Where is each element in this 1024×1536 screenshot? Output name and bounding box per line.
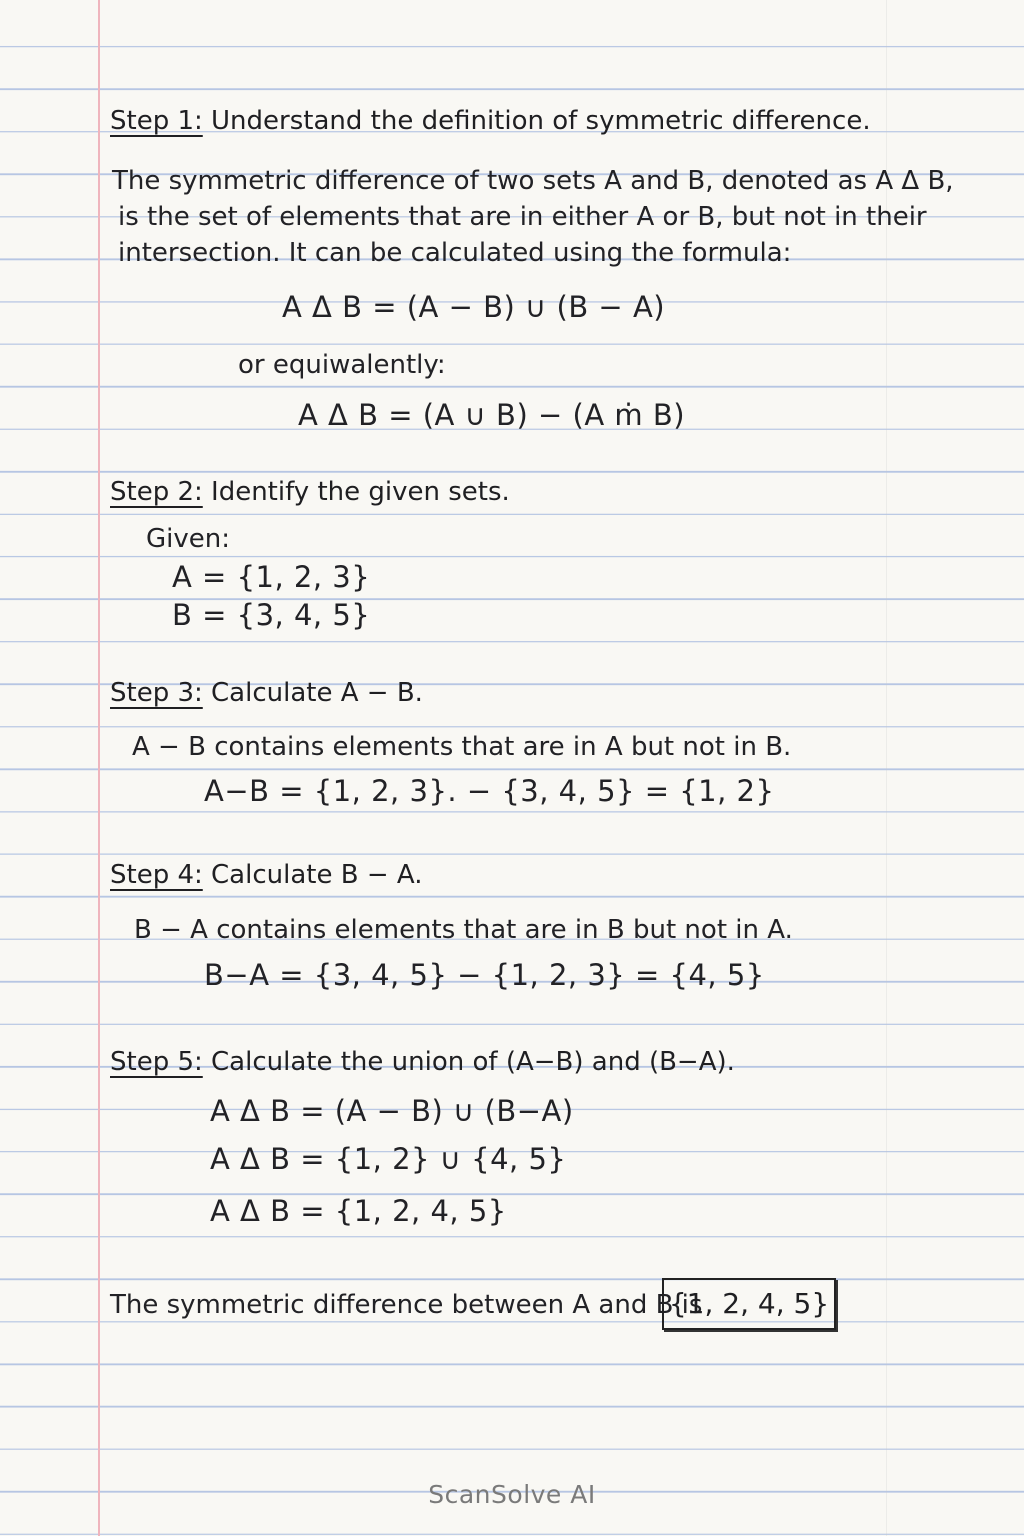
step-1-paragraph-line-1: The symmetric difference of two sets A and B, denoted as A Δ B, (112, 166, 954, 196)
step-1-label: Step 1: (110, 106, 203, 136)
set-a: A = {1, 2, 3} (172, 560, 371, 594)
set-b: B = {3, 4, 5} (172, 598, 371, 632)
step-5-union-line-1: A Δ B = (A − B) ∪ (B−A) (210, 1094, 574, 1128)
step-1-title: Understand the definition of symmetric difference. (211, 106, 871, 136)
step-5-heading (110, 1047, 735, 1077)
step-3-calculation: A−B = {1, 2, 3}. − {3, 4, 5} = {1, 2} (204, 774, 775, 808)
step-3-title: Calculate A − B. (211, 678, 423, 708)
formula-alternate: A Δ B = (A ∪ B) − (A ṁ B) (298, 398, 686, 432)
step-1-paragraph-line-3: intersection. It can be calculated using the formula: (118, 238, 792, 268)
step-5-union-line-2: A Δ B = {1, 2} ∪ {4, 5} (210, 1142, 567, 1176)
step-4-heading (110, 860, 422, 890)
step-1-heading (110, 106, 871, 136)
step-3-label: Step 3: (110, 678, 203, 708)
final-answer-box: {1, 2, 4, 5} (662, 1278, 836, 1330)
step-1-paragraph-line-2: is the set of elements that are in either A or B, but not in their (118, 202, 927, 232)
step-4-description: B − A contains elements that are in B but not in A. (134, 915, 793, 945)
step-4-calculation: B−A = {3, 4, 5} − {1, 2, 3} = {4, 5} (204, 958, 765, 992)
step-5-title: Calculate the union of (A−B) and (B−A). (211, 1047, 735, 1077)
or-equivalently-text: or equiwalently: (238, 350, 446, 380)
scansolve-footer: ScanSolve AI (428, 1480, 596, 1509)
step-4-title: Calculate B − A. (211, 860, 423, 890)
step-3-description: A − B contains elements that are in A but not in B. (132, 732, 792, 762)
step-2-label: Step 2: (110, 477, 203, 507)
step-4-label: Step 4: (110, 860, 203, 890)
formula-symmetric-difference: A Δ B = (A − B) ∪ (B − A) (282, 290, 666, 324)
step-5-union-line-3: A Δ B = {1, 2, 4, 5} (210, 1194, 507, 1228)
step-5-label: Step 5: (110, 1047, 203, 1077)
step-2-heading (110, 477, 510, 507)
conclusion-text: The symmetric difference between A and B is (110, 1290, 703, 1320)
margin-line (98, 0, 100, 1536)
given-label: Given: (146, 524, 230, 554)
step-3-heading (110, 678, 423, 708)
step-2-title: Identify the given sets. (211, 477, 510, 507)
